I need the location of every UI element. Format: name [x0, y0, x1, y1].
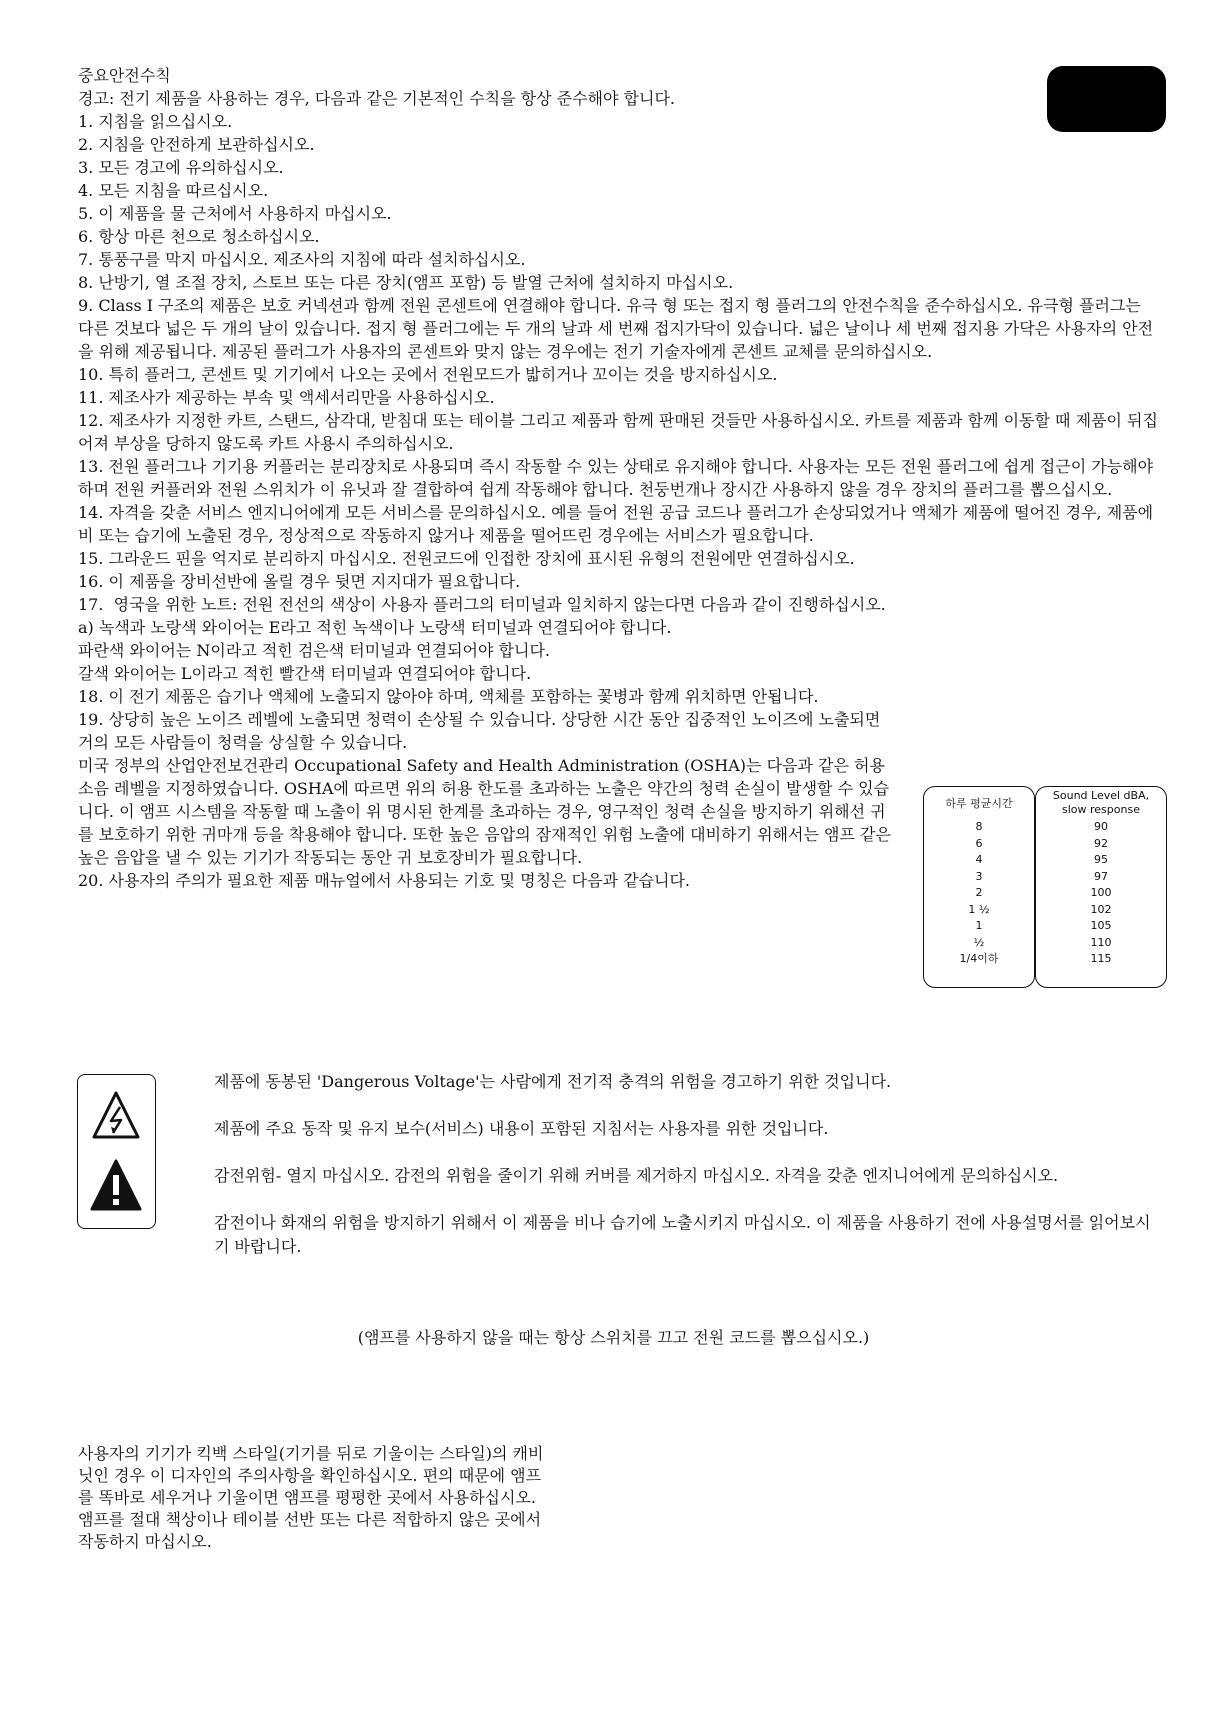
instruction-item-19: 19. 상당히 높은 노이즈 레벨에 노출되면 청력이 손상될 수 있습니다. 상당한 시간 동안 집중적인 노이즈에 노출되면 거의 모든 사람들이 청력을 상실할 수 있습니다.: [78, 710, 881, 752]
hours-value: 6: [975, 836, 983, 850]
safety-instructions: [78, 64, 1158, 892]
instruction-item: 17. 영국을 위한 노트: 전원 전선의 색상이 사용자 플러그의 터미널과 일치하지 않는다면 다음과 같이 진행하십시오.: [78, 595, 886, 614]
instruction-item: 4. 모든 지침을 따르십시오.: [78, 181, 269, 200]
symbols-explanation: [214, 1070, 1164, 1282]
instruction-item: 16. 이 제품을 장비선반에 올릴 경우 뒷면 지지대가 필요합니다.: [78, 572, 521, 591]
instruction-item: 11. 제조사가 제공하는 부속 및 액세서리만을 사용하십시오.: [78, 388, 495, 407]
instruction-item: 갈색 와이어는 L이라고 적힌 빨간색 터미널과 연결되어야 합니다.: [78, 664, 532, 683]
hours-value: 1/4이하: [959, 952, 999, 965]
dba-header-line2: slow response: [1062, 803, 1140, 816]
dba-value: 97: [1094, 869, 1108, 883]
instruction-item: 파란색 와이어는 N이라고 적힌 검은색 터미널과 연결되어야 합니다.: [78, 641, 551, 660]
unplug-note: (앰프를 사용하지 않을 때는 항상 스위치를 끄고 전원 코드를 뽑으십시오.): [357, 1328, 870, 1347]
hours-value: 4: [975, 853, 983, 866]
instruction-item: 6. 항상 마른 천으로 청소하십시오.: [78, 227, 320, 246]
document-title: 중요안전수칙: [78, 66, 171, 85]
hours-value: 1: [975, 919, 983, 932]
instruction-item: 12. 제조사가 지정한 카트, 스탠드, 삼각대, 받침대 또는 테이블 그리고 제품과 함께 판매된 것들만 사용하십시오. 카트를 제품과 함께 이동할 때 제품이 뒤집어져 부상을 당하지 않도록 카트 사용시 주의하십시오.: [78, 411, 1158, 453]
instruction-item: 1. 지침을 읽으십시오.: [78, 112, 233, 131]
instruction-item: 2. 지침을 안전하게 보관하십시오.: [78, 135, 315, 154]
dba-header: [1036, 787, 1166, 819]
hours-value: ½: [973, 935, 985, 949]
instruction-item: 10. 특히 플러그, 콘센트 및 기기에서 나오는 곳에서 전원모드가 밟히거나 꼬이는 것을 방지하십시오.: [78, 365, 778, 384]
instruction-item-20: 20. 사용자의 주의가 필요한 제품 매뉴얼에서 사용되는 기호 및 명칭은 다음과 같습니다.: [78, 871, 690, 890]
instruction-item: 7. 통풍구를 막지 마십시오. 제조사의 지침에 따라 설치하십시오.: [78, 250, 526, 269]
dba-value: 102: [1090, 902, 1112, 916]
instruction-item: 15. 그라운드 핀을 억지로 분리하지 마십시오. 전원코드에 인접한 장치에 표시된 유형의 전원에만 연결하십시오.: [78, 549, 855, 568]
shock-hazard-text: 감전위험- 열지 마십시오. 감전의 위험을 줄이기 위해 커버를 제거하지 마십시오. 자격을 갖춘 엔지니어에게 문의하십시오.: [214, 1166, 1059, 1185]
dangerous-voltage-text: 제품에 동봉된 'Dangerous Voltage'는 사람에게 전기적 충격의 위험을 경고하기 위한 것입니다.: [214, 1072, 892, 1091]
instruction-item: 3. 모든 경고에 유의하십시오.: [78, 158, 284, 177]
hours-value: 1 ½: [968, 902, 990, 916]
dba-value: 115: [1090, 952, 1112, 965]
instruction-item: a) 녹색과 노랑색 와이어는 E라고 적힌 녹색이나 노랑색 터미널과 연결되어야 합니다.: [78, 618, 672, 637]
fire-hazard-text: 감전이나 화재의 위험을 방지하기 위해서 이 제품을 비나 습기에 노출시키지 마십시오. 이 제품을 사용하기 전에 사용설명서를 읽어보시기 바랍니다.: [214, 1213, 1151, 1256]
instruction-item: 5. 이 제품을 물 근처에서 사용하지 마십시오.: [78, 204, 392, 223]
hours-value: 2: [975, 886, 983, 899]
hours-value: 8: [975, 820, 983, 833]
dba-value: 105: [1090, 919, 1112, 932]
dba-value: 95: [1094, 853, 1108, 866]
instruction-item: 14. 자격을 갖춘 서비스 엔지니어에게 모든 서비스를 문의하십시오. 예를 들어 전원 공급 코드나 플러그가 손상되었거나 액체가 제품에 떨어진 경우, 제품에 비 또는 습기에 노출된 경우, 정상적으로 작동하지 않거나 제품을 떨어뜨린 경우에는 서비스가 필요합니다.: [78, 503, 1154, 545]
lightning-flash-icon: [78, 1087, 154, 1147]
instruction-item: 9. Class I 구조의 제품은 보호 커넥션과 함께 전원 콘센트에 연결해야 합니다. 유극 형 또는 접지 형 플러그의 안전수칙을 준수하십시오. 유극형 플러그는 다른 것보다 넓은 두 개의 날이 있습니다. 접지 형 플러그에는 두 개의 날과 세 번째 접지가닥이 있습니다. 넓은 날이나 세 번째 접지용 가닥은 사용자의 안전을 위해 제공됩니다. 제공된 플러그가 사용자의 콘센트와 맞지 않는 경우에는 전기 기술자에게 콘센트 교체를 문의하십시오.: [78, 296, 1154, 361]
hours-value: 3: [975, 869, 983, 883]
warning-symbols-box: [77, 1074, 156, 1229]
dba-value: 92: [1094, 836, 1108, 850]
hours-column: [923, 786, 1035, 988]
instruction-item-18: 18. 이 전기 제품은 습기나 액체에 노출되지 않아야 하며, 액체를 포함하는 꽃병과 함께 위치하면 안됩니다.: [78, 687, 819, 706]
dba-column: [1035, 786, 1167, 988]
instruction-item: 13. 전원 플러그나 기기용 커플러는 분리장치로 사용되며 즉시 작동할 수 있는 상태로 유지해야 합니다. 사용자는 모든 전원 플러그에 쉽게 접근이 가능해야 하며 전원 커플러와 전원 스위치가 이 유닛과 잘 결합하여 쉽게 작동해야 합니다. 천둥번개나 장시간 사용하지 않을 경우 장치의 플러그를 뽑으십시오.: [78, 457, 1154, 499]
dba-value: 110: [1090, 935, 1112, 949]
instruction-item: 8. 난방기, 열 조절 장치, 스토브 또는 다른 장치(앰프 포함) 등 발열 근처에 설치하지 마십시오.: [78, 273, 734, 292]
dba-value: 90: [1094, 820, 1108, 833]
osha-noise-table: [923, 786, 1167, 988]
osha-paragraph: 미국 정부의 산업안전보건관리 Occupational Safety and Health Administration (OSHA)는 다음과 같은 허용 소음 레벨을 지정하였습니다. OSHA에 따르면 위의 허용 한도를 초과하는 노출은 약간의 청력 손실이 발생할 수 있습니다. 이 앰프 시스템을 작동할 때 노출이 위 명시된 한계를 초과하는 경우, 영구적인 청력 손실을 방지하기 위해선 귀를 보호하기 위한 귀마개 등을 착용해야 합니다. 또한 높은 음압의 잠재적인 위험 노출에 대비하기 위해서는 앰프 같은 높은 음압을 낼 수 있는 기기가 작동되는 동안 귀 보호장비가 필요합니다.: [78, 756, 891, 867]
exclamation-warning-icon: [78, 1155, 154, 1219]
instructions-text: 제품에 주요 동작 및 유지 보수(서비스) 내용이 포함된 지침서는 사용자를 위한 것입니다.: [214, 1119, 829, 1138]
dba-value: 100: [1090, 886, 1112, 899]
warning-intro: 경고: 전기 제품을 사용하는 경우, 다음과 같은 기본적인 수칙을 항상 준수해야 합니다.: [78, 89, 676, 108]
dba-header-line1: Sound Level dBA,: [1052, 789, 1150, 802]
hours-header: 하루 평균시간: [945, 797, 1013, 810]
kickback-cabinet-note: 사용자의 기기가 킥백 스타일(기기를 뒤로 기울이는 스타일)의 캐비닛인 경우 이 디자인의 주의사항을 확인하십시오. 편의 때문에 앰프를 똑바로 세우거나 기울이면 앰프를 평평한 곳에서 사용하십시오. 앰프를 절대 책상이나 테이블 선반 또는 다른 적합하지 않은 곳에서 작동하지 마십시오.: [78, 1444, 544, 1551]
